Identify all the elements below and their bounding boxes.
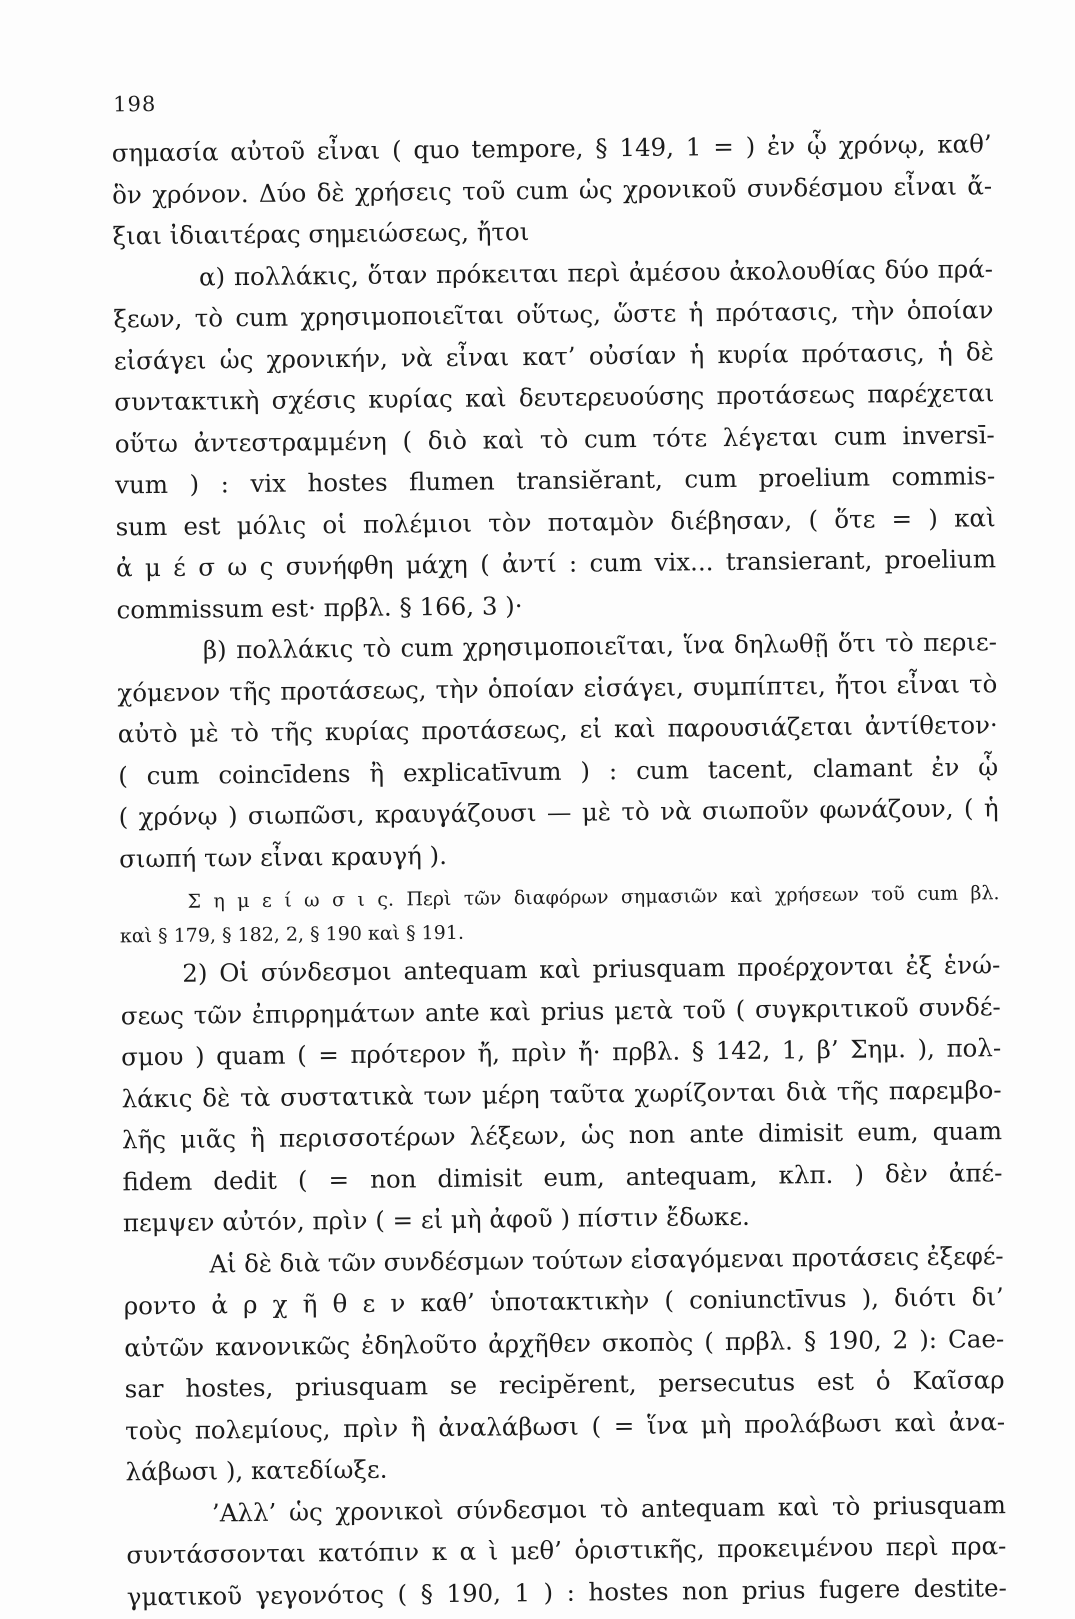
text-line: ἀ μ έ σ ω ς συνήφθη μάχη ( ἀντί : cum vix... transierant, proelium [115, 544, 997, 583]
body-text [112, 123, 1008, 1617]
text-line: λῆς μιᾶς ἢ περισσοτέρων λέξεων, ὡς non ante dimisit eum, quam [121, 1116, 1003, 1155]
text-line: ὃν χρόνον. Δύο δὲ χρήσεις τοῦ cum ὡς χρονικοῦ συνδέσμου εἶναι ἄ- [112, 170, 993, 209]
text-line: αὐτὸ μὲ τὸ τῆς κυρίας προτάσεως, εἰ καὶ παρουσιάζεται ἀντίθετον· [117, 710, 998, 749]
text-line: β) πολλάκις τὸ cum χρησιμοποιεῖται, ἵνα δηλωθῇ ὅτι τὸ περιε- [202, 627, 998, 665]
text-line: γματικοῦ γεγονότος ( § 190, 1 ) : hostes non prius fugere destite- [126, 1572, 1007, 1611]
text-line: Αἱ δὲ διὰ τῶν συνδέσμων τούτων εἰσαγόμεναι προτάσεις ἐξεφέ- [209, 1240, 1004, 1278]
text-line: α) πολλάκις, ὅταν πρόκειται περὶ ἀμέσου ἀκολουθίας δύο πρά- [198, 253, 994, 292]
text-line: fidem dedit ( = non dimisit eum, antequam, κλπ. ) δὲν ἀπέ- [122, 1157, 1003, 1196]
text-line: ξεων, τὸ cum χρησιμοποιεῖται οὕτως, ὥστε ἡ πρότασις, τὴν ὁποίαν [113, 295, 994, 334]
note-line: Σ η μ ε ί ω σ ι ς. Περὶ τῶν διαφόρων σημασιῶν καὶ χρήσεων τοῦ cum βλ. [187, 882, 1000, 913]
text-line: εἰσάγει ὡς χρονικήν, νὰ εἶναι κατ’ οὐσίαν ἡ κυρία πρότασις, ἡ δὲ [113, 336, 995, 375]
text-line: ( cum coincīdens ἢ explicatīvum ) : cum tacent, clamant ἐν ᾧ [118, 751, 999, 790]
text-line: πεμψεν αὐτόν, πρὶν ( = εἰ μὴ ἀφοῦ ) πίστιν ἔδωκε. [122, 1201, 750, 1238]
text-line: λάβωσι ), κατεδίωξε. [125, 1454, 388, 1487]
text-line: σημασία αὐτοῦ εἶναι ( quo tempore, § 149, 1 = ) ἐν ᾧ χρόνῳ, καθ’ [111, 129, 992, 168]
text-line: commissum est· πρβλ. § 166, 3 )· [116, 590, 523, 624]
text-line: ( χρόνῳ ) σιωπῶσι, κραυγάζουσι — μὲ τὸ νὰ σιωποῦν φωνάζουν, ( ἡ [118, 793, 999, 832]
text-line: ’Αλλ’ ὡς χρονικοὶ σύνδεσμοι τὸ antequam καὶ τὸ priusquam [211, 1489, 1007, 1527]
text-line: σιωπή των εἶναι κραυγή ). [118, 840, 448, 873]
text-line: αὐτῶν κανονικῶς ἐδηλοῦτο ἀρχῆθεν σκοπὸς ( πρβλ. § 190, 2 ): Cae- [124, 1323, 1005, 1362]
page-number: 198 [113, 91, 157, 117]
text-line: συντάσσονται κατόπιν κ α ὶ μεθ’ ὁριστικῆς, προκειμένου περὶ πρα- [126, 1531, 1007, 1570]
note-line: καὶ § 179, § 182, 2, § 190 καὶ § 191. [119, 921, 465, 948]
text-line: sar hostes, priusquam se recipĕrent, persecutus est ὁ Καῖσαρ [124, 1365, 1005, 1404]
text-line: 2) Οἱ σύνδεσμοι antequam καὶ priusquam προέρχονται ἐξ ἑνώ- [182, 950, 1001, 988]
text-line: χόμενον τῆς προτάσεως, τὴν ὁποίαν εἰσάγει, συμπίπτει, ἤτοι εἶναι τὸ [117, 668, 998, 707]
text-line: σμου ) quam ( = πρότερον ἤ, πρὶν ἤ· πρβλ. § 142, 1, β’ Σημ. ), πολ- [121, 1033, 1002, 1072]
text-line: ξιαι ἰδιαιτέρας σημειώσεως, ἤτοι [112, 217, 530, 251]
text-line: συντακτικὴ σχέσις κυρίας καὶ δευτερευούσης προτάσεως παρέχεται [114, 378, 995, 417]
text-line: σεως τῶν ἐπιρρημάτων ante καὶ prius μετὰ τοῦ ( συγκριτικοῦ συνδέ- [120, 991, 1001, 1030]
text-line: ροντο ἀ ρ χ ῆ θ ε ν καθ’ ὑποτακτικὴν ( coniunctīvus ), διότι δι’ [123, 1282, 1004, 1321]
text-line: vum ) : vix hostes flumen transiĕrant, cum proelium commis- [115, 461, 996, 500]
text-line: λάκις δὲ τὰ συστατικὰ των μέρη ταῦτα χωρίζονται διὰ τῆς παρεμβο- [121, 1074, 1002, 1113]
text-line: οὕτω ἀντεστραμμένη ( διὸ καὶ τὸ cum τότε λέγεται cum inversī- [114, 419, 995, 458]
text-line: τοὺς πολεμίους, πρὶν ἢ ἀναλάβωσι ( = ἵνα μὴ προλάβωσι καὶ ἀνα- [124, 1406, 1006, 1445]
text-line: sum est μόλις οἱ πολέμιοι τὸν ποταμὸν διέβησαν, ( ὅτε = ) καὶ [115, 502, 996, 541]
